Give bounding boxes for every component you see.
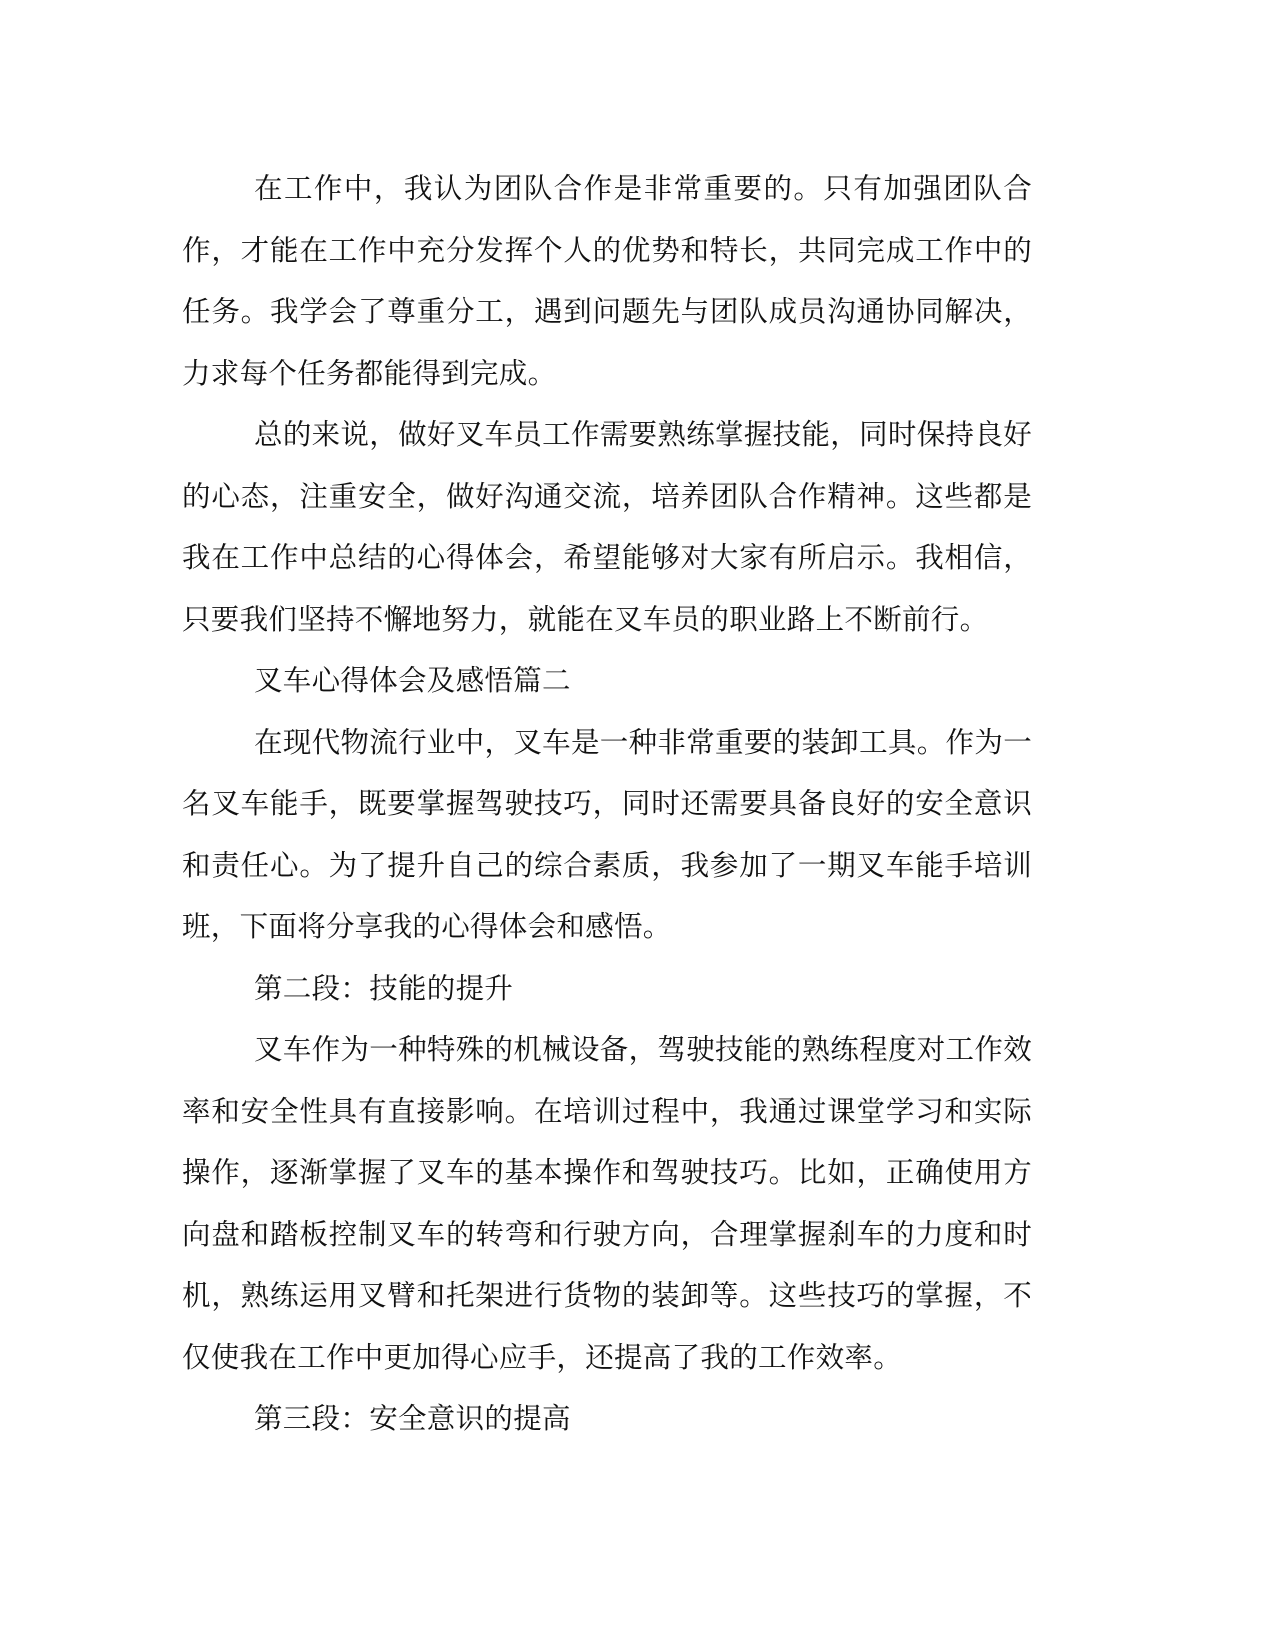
paragraph-teamwork: 在工作中，我认为团队合作是非常重要的。只有加强团队合作，才能在工作中充分发挥个人的优势和特长，共同完成工作中的任务。我学会了尊重分工，遇到问题先与团队成员沟通协同解决，力求每个任务都能得到完成。: [182, 172, 1032, 390]
section-heading-skill: 第二段：技能的提升: [254, 971, 514, 1005]
paragraph-summary: 总的来说，做好叉车员工作需要熟练掌握技能，同时保持良好的心态，注重安全，做好沟通交流，培养团队合作精神。这些都是我在工作中总结的心得体会，希望能够对大家有所启示。我相信，只要我们坚持不懈地努力，就能在叉车员的职业路上不断前行。: [182, 418, 1032, 636]
section-title-part-two: 叉车心得体会及感悟篇二: [254, 664, 571, 697]
paragraph-skill: 叉车作为一种特殊的机械设备，驾驶技能的熟练程度对工作效率和安全性具有直接影响。在培训过程中，我通过课堂学习和实际操作，逐渐掌握了叉车的基本操作和驾驶技巧。比如，正确使用方向盘和踏板控制叉车的转弯和行驶方向，合理掌握刹车的力度和时机，熟练运用叉臂和托架进行货物的装卸等。这些技巧的掌握，不仅使我在工作中更加得心应手，还提高了我的工作效率。: [182, 1033, 1032, 1374]
paragraph-intro-training: 在现代物流行业中，叉车是一种非常重要的装卸工具。作为一名叉车能手，既要掌握驾驶技巧，同时还需要具备良好的安全意识和责任心。为了提升自己的综合素质，我参加了一期叉车能手培训班，下面将分享我的心得体会和感悟。: [182, 725, 1032, 943]
section-heading-safety: 第三段：安全意识的提高: [254, 1402, 571, 1435]
document-body: [182, 158, 1032, 1450]
